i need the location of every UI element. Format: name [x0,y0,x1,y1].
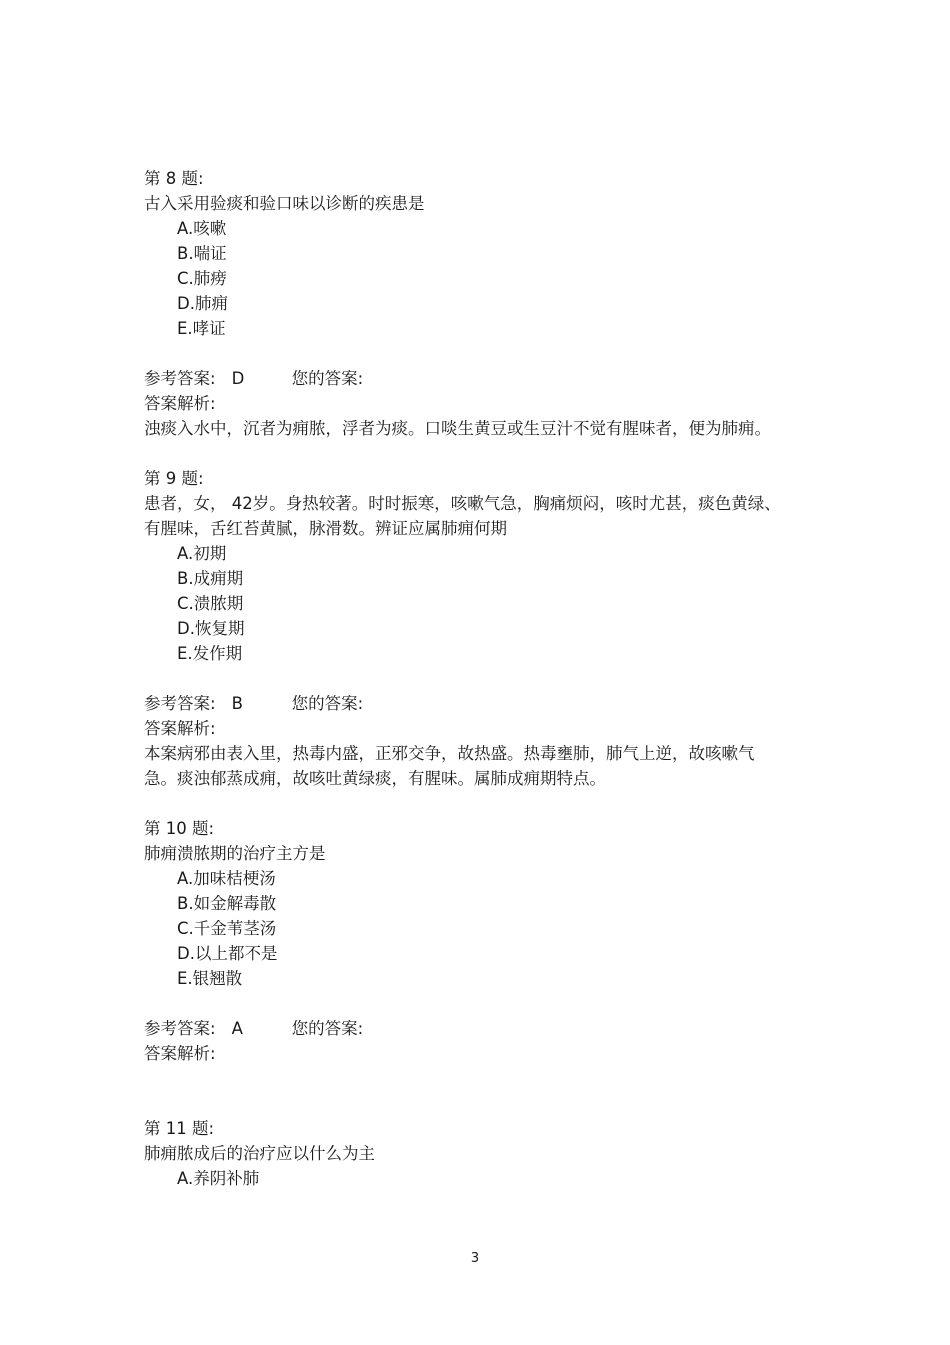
option-c: C.肺痨 [177,269,227,288]
answer-row [144,1016,784,1041]
explanation-label: 答案解析: [144,394,216,413]
explanation-text: 本案病邪由表入里，热毒内盛，正邪交争，故热盛。热毒壅肺，肺气上逆，故咳嗽气急。痰浊郁蒸成痈，故咳吐黄绿痰，有腥味。属肺成痈期特点。 [144,744,755,788]
answer-row [144,366,784,391]
question-10 [144,816,784,1116]
option-d: D.肺痈 [177,294,228,313]
document-page [144,166,784,1191]
your-answer-label: 您的答案: [291,694,364,713]
option-c: C.溃脓期 [177,594,244,613]
option-d: D.以上都不是 [177,944,278,963]
your-answer-label: 您的答案: [291,1019,364,1038]
page-number: 3 [470,1251,480,1266]
answer-value: D [231,369,245,388]
explanation-label: 答案解析: [144,1044,216,1063]
option-e: E.发作期 [177,644,243,663]
question-9 [144,466,784,816]
answer-label: 参考答案: [144,1019,216,1038]
answer-label: 参考答案: [144,694,216,713]
option-e: E.银翘散 [177,969,243,988]
option-b: B.成痈期 [177,569,244,588]
question-stem: 古入采用验痰和验口味以诊断的疾患是 [144,194,425,213]
question-stem: 肺痈脓成后的治疗应以什么为主 [144,1144,375,1163]
answer-value: A [231,1019,243,1038]
answer-value: B [231,694,243,713]
explanation-text: 浊痰入水中，沉者为痈脓，浮者为痰。口啖生黄豆或生豆汁不觉有腥味者，便为肺痈。 [144,419,771,438]
question-heading: 第 9 题: [144,469,204,488]
option-a: A.初期 [177,544,227,563]
question-heading: 第 8 题: [144,169,204,188]
your-answer-label: 您的答案: [291,369,364,388]
option-b: B.如金解毒散 [177,894,277,913]
option-d: D.恢复期 [177,619,245,638]
question-11 [144,1116,784,1191]
question-stem: 患者，女， 42岁。身热较著。时时振寒，咳嗽气急，胸痛烦闷，咳时尤甚，痰色黄绿、有腥味，舌红苔黄腻，脉滑数。辨证应属肺痈何期 [144,494,781,538]
option-a: A.加味桔梗汤 [177,869,276,888]
explanation-label: 答案解析: [144,719,216,738]
option-e: E.哮证 [177,319,226,338]
answer-label: 参考答案: [144,369,216,388]
question-stem: 肺痈溃脓期的治疗主方是 [144,844,326,863]
option-b: B.喘证 [177,244,227,263]
option-a: A.咳嗽 [177,219,227,238]
answer-row [144,691,784,716]
option-a: A.养阴补肺 [177,1169,260,1188]
option-c: C.千金苇茎汤 [177,919,277,938]
question-8 [144,166,784,466]
question-heading: 第 11 题: [144,1119,215,1138]
question-heading: 第 10 题: [144,819,215,838]
